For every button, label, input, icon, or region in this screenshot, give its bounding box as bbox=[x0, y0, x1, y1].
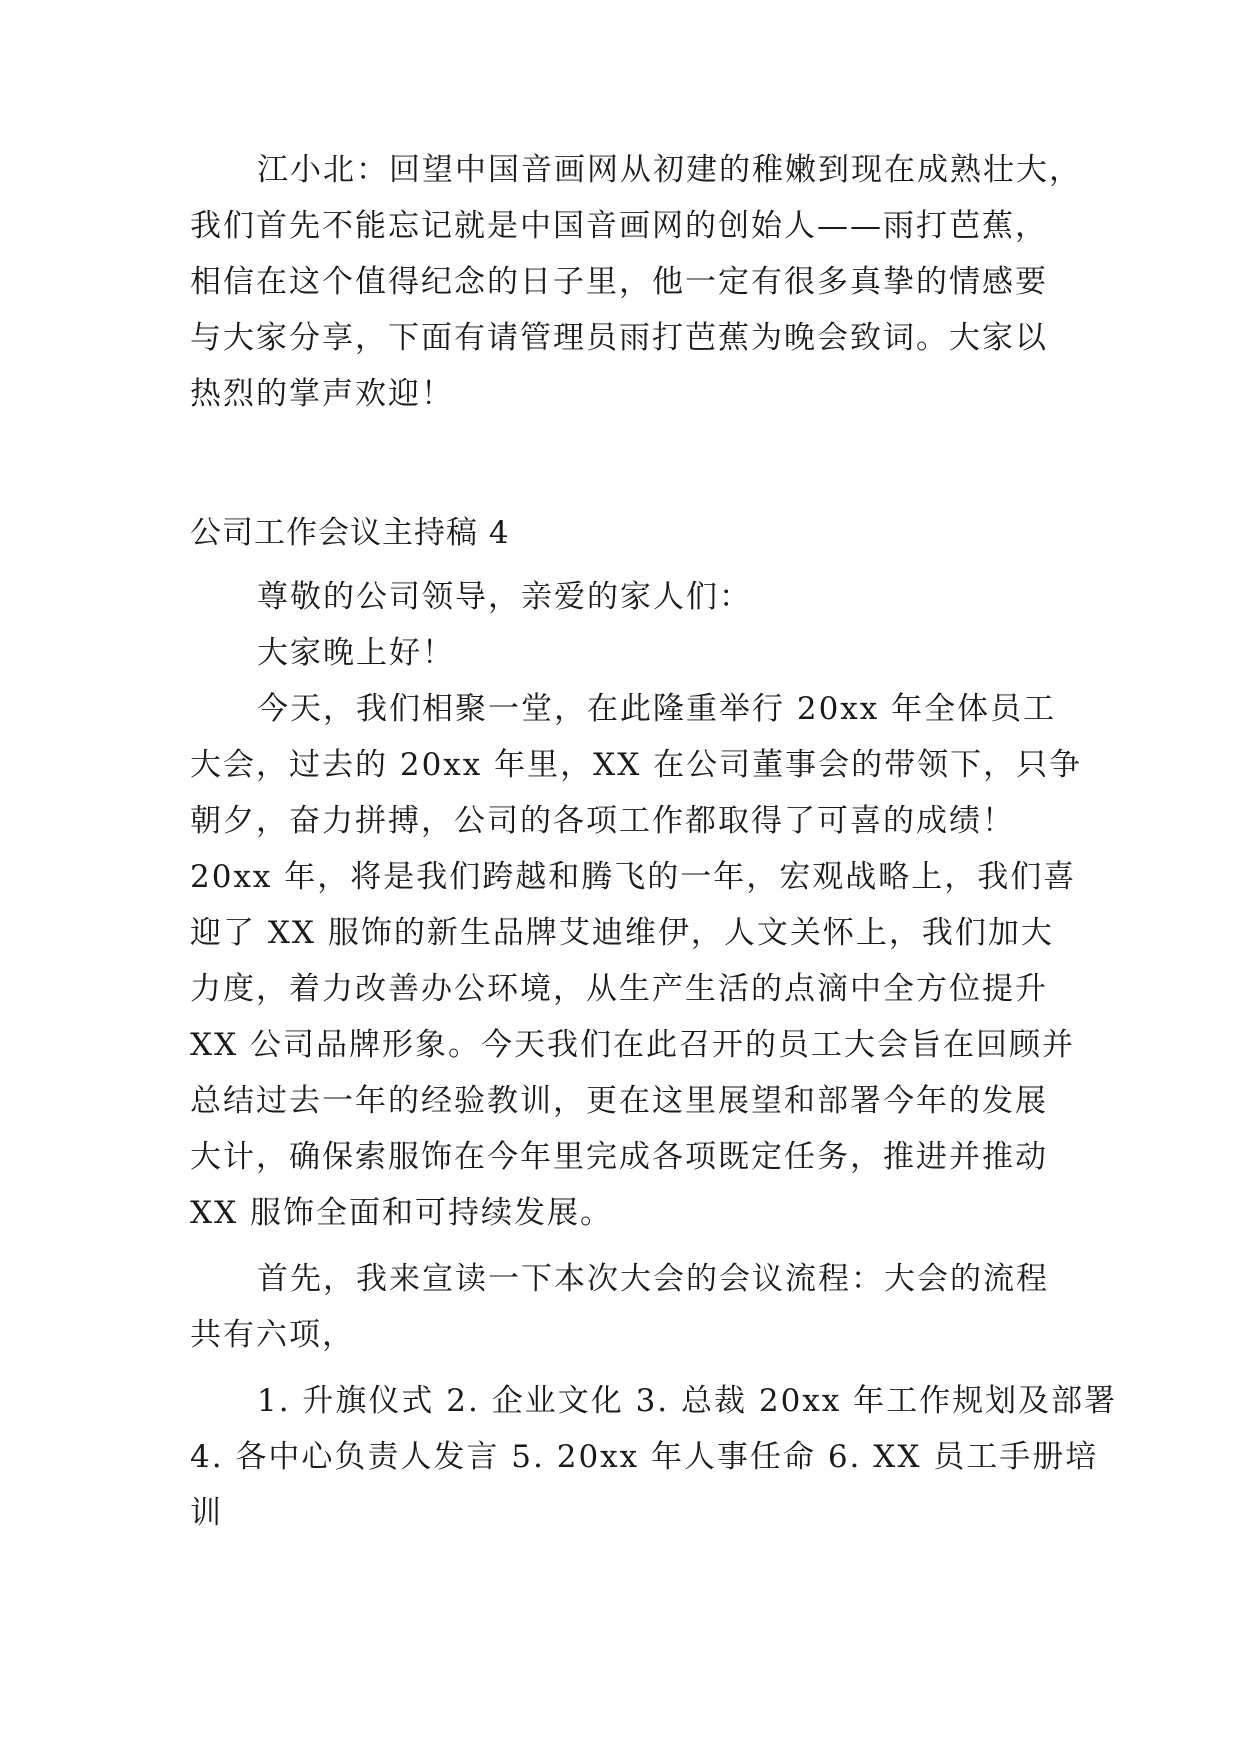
paragraph-line: 与大家分享，下面有请管理员雨打芭蕉为晚会致词。大家以 bbox=[190, 320, 1048, 356]
paragraph-line: 迎了 XX 服饰的新生品牌艾迪维伊，人文关怀上，我们加大 bbox=[190, 915, 1054, 951]
agenda-line: 1. 升旗仪式 2. 企业文化 3. 总裁 20xx 年工作规划及部署 bbox=[257, 1383, 1118, 1419]
section-title: 公司工作会议主持稿 4 bbox=[190, 515, 510, 551]
paragraph-line: 首先，我来宣读一下本次大会的会议流程：大会的流程 bbox=[257, 1261, 1049, 1297]
paragraph-line: 总结过去一年的经验教训，更在这里展望和部署今年的发展 bbox=[190, 1083, 1048, 1119]
agenda-line: 训 bbox=[190, 1495, 223, 1531]
paragraph-line: XX 公司品牌形象。今天我们在此召开的员工大会旨在回顾并 bbox=[190, 1027, 1075, 1063]
paragraph-line: 今天，我们相聚一堂，在此隆重举行 20xx 年全体员工 bbox=[257, 691, 1057, 727]
paragraph-line: 朝夕，奋力拼搏，公司的各项工作都取得了可喜的成绩！ bbox=[190, 803, 1015, 839]
paragraph-line: 大计，确保索服饰在今年里完成各项既定任务，推进并推动 bbox=[190, 1139, 1048, 1175]
greeting-line: 尊敬的公司领导，亲爱的家人们： bbox=[257, 579, 752, 615]
paragraph-line: 20xx 年，将是我们跨越和腾飞的一年，宏观战略上，我们喜 bbox=[190, 859, 1077, 895]
paragraph-line: 相信在这个值得纪念的日子里，他一定有很多真挚的情感要 bbox=[190, 264, 1048, 300]
paragraph-line: 我们首先不能忘记就是中国音画网的创始人——雨打芭蕉， bbox=[190, 208, 1048, 244]
paragraph-line: 大会，过去的 20xx 年里，XX 在公司董事会的带领下，只争 bbox=[190, 747, 1083, 783]
agenda-line: 4. 各中心负责人发言 5. 20xx 年人事任命 6. XX 员工手册培 bbox=[190, 1439, 1099, 1475]
paragraph-line: 共有六项， bbox=[190, 1317, 355, 1353]
paragraph-line: XX 服饰全面和可持续发展。 bbox=[190, 1195, 613, 1231]
opening-line: 大家晚上好！ bbox=[257, 635, 455, 671]
paragraph-line: 热烈的掌声欢迎！ bbox=[190, 376, 454, 412]
paragraph-line: 江小北：回望中国音画网从初建的稚嫩到现在成熟壮大， bbox=[257, 152, 1082, 188]
paragraph-line: 力度，着力改善办公环境，从生产生活的点滴中全方位提升 bbox=[190, 971, 1048, 1007]
